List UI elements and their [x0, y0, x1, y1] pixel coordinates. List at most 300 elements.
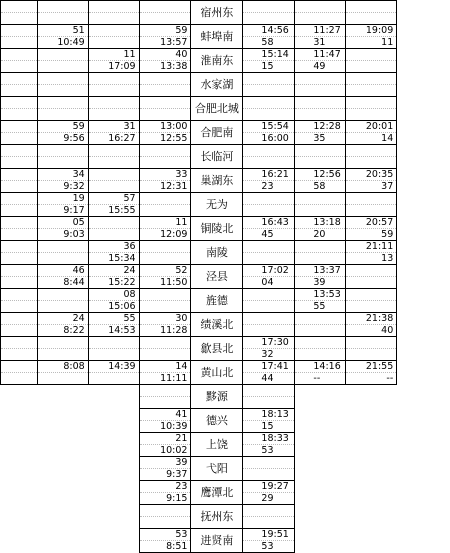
station-name: 进贤南 — [191, 529, 243, 553]
departure-time: 9:03 — [63, 229, 85, 240]
time-cell — [139, 97, 191, 121]
departure-time — [38, 349, 88, 360]
time-cell — [243, 337, 295, 361]
arrival-time: 21 — [140, 433, 191, 445]
arrival-time — [1, 361, 37, 373]
departure-time — [38, 157, 88, 168]
table-row — [1, 409, 450, 433]
departure-time — [89, 349, 139, 360]
time-cell — [243, 145, 295, 169]
departure-time — [346, 349, 396, 360]
departure-time — [140, 301, 191, 312]
time-cell — [346, 361, 397, 385]
time-cell — [37, 145, 88, 169]
departure-time — [1, 85, 37, 96]
arrival-time — [1, 265, 37, 277]
time-cell — [243, 385, 295, 409]
time-cell — [139, 505, 191, 529]
departure-time — [346, 85, 396, 96]
empty-area — [346, 529, 397, 553]
time-cell — [139, 1, 191, 25]
departure-time — [140, 253, 191, 264]
empty-area — [346, 385, 397, 409]
time-cell — [243, 217, 295, 241]
arrival-time: 17:41 — [243, 361, 294, 373]
time-cell — [243, 289, 295, 313]
time-cell — [346, 289, 397, 313]
time-cell — [88, 337, 139, 361]
departure-time: 8:51 — [166, 541, 188, 552]
empty-area — [346, 457, 397, 481]
arrival-time: 14:16 — [295, 361, 345, 373]
arrival-time: 46 — [38, 265, 88, 277]
table-row — [1, 337, 450, 361]
empty-area — [1, 505, 38, 529]
departure-time — [346, 301, 396, 312]
station-name: 德兴 — [191, 409, 243, 433]
departure-time — [346, 61, 396, 72]
departure-time: 15:22 — [108, 277, 136, 288]
empty-area — [88, 457, 139, 481]
time-cell — [139, 385, 191, 409]
arrival-time: 33 — [140, 169, 191, 181]
station-name: 长临河 — [191, 145, 243, 169]
departure-time — [295, 85, 345, 96]
arrival-time: 11 — [89, 49, 139, 61]
arrival-time: 24 — [89, 265, 139, 277]
departure-time: 9:15 — [166, 493, 188, 504]
time-cell — [243, 433, 295, 457]
arrival-time — [243, 1, 294, 13]
empty-area — [37, 385, 88, 409]
arrival-time — [1, 313, 37, 325]
station-name: 巢湖东 — [191, 169, 243, 193]
time-cell — [88, 145, 139, 169]
arrival-time — [1, 169, 37, 181]
time-cell — [139, 145, 191, 169]
time-cell — [243, 49, 295, 73]
departure-time — [243, 397, 294, 408]
time-cell — [37, 313, 88, 337]
arrival-time — [346, 145, 396, 157]
departure-time — [295, 349, 345, 360]
arrival-time — [295, 193, 345, 205]
arrival-time: 21:11 — [346, 241, 396, 253]
arrival-time: 31 — [89, 121, 139, 133]
table-row — [1, 529, 450, 553]
time-cell — [139, 361, 191, 385]
departure-time: 20 — [313, 229, 326, 240]
table-row — [1, 361, 450, 385]
time-cell — [243, 457, 295, 481]
time-cell — [88, 1, 139, 25]
departure-time: 13 — [381, 253, 394, 264]
arrival-time — [1, 1, 37, 13]
arrival-time — [1, 25, 37, 37]
time-cell — [295, 289, 346, 313]
departure-time: 9:32 — [63, 181, 85, 192]
arrival-time — [1, 217, 37, 229]
arrival-time: 14:56 — [243, 25, 294, 37]
time-cell — [88, 265, 139, 289]
table-row — [1, 193, 450, 217]
arrival-time: 13:53 — [295, 289, 345, 301]
time-cell — [37, 265, 88, 289]
time-cell — [295, 121, 346, 145]
arrival-time — [295, 145, 345, 157]
empty-area — [1, 457, 38, 481]
time-cell — [139, 433, 191, 457]
table-row — [1, 313, 450, 337]
arrival-time: 59 — [140, 25, 191, 37]
arrival-time: 39 — [140, 457, 191, 469]
time-cell — [37, 121, 88, 145]
departure-time — [295, 253, 345, 264]
arrival-time — [243, 457, 294, 469]
arrival-time: 05 — [38, 217, 88, 229]
time-cell — [88, 97, 139, 121]
departure-time — [89, 157, 139, 168]
empty-area — [1, 481, 38, 505]
time-cell — [139, 529, 191, 553]
empty-area — [346, 505, 397, 529]
departure-time — [346, 205, 396, 216]
time-cell — [139, 193, 191, 217]
time-cell — [139, 25, 191, 49]
time-cell — [139, 73, 191, 97]
time-cell — [295, 169, 346, 193]
arrival-time: 18:13 — [243, 409, 294, 421]
departure-time: 9:56 — [63, 133, 85, 144]
arrival-time: 16:21 — [243, 169, 294, 181]
departure-time: 9:37 — [166, 469, 188, 480]
table-row — [1, 1, 450, 25]
departure-time — [38, 61, 88, 72]
departure-time: 15 — [261, 421, 274, 432]
departure-time: 12:55 — [160, 133, 188, 144]
departure-time — [38, 301, 88, 312]
time-cell — [243, 193, 295, 217]
arrival-time — [89, 73, 139, 85]
departure-time: 04 — [261, 277, 274, 288]
time-cell — [346, 25, 397, 49]
empty-area — [346, 481, 397, 505]
station-name: 水家湖 — [191, 73, 243, 97]
arrival-time: 52 — [140, 265, 191, 277]
time-cell — [37, 193, 88, 217]
arrival-time — [295, 73, 345, 85]
arrival-time: 15:14 — [243, 49, 294, 61]
time-cell — [88, 73, 139, 97]
arrival-time: 21:55 — [346, 361, 396, 373]
arrival-time: 20:57 — [346, 217, 396, 229]
time-cell — [139, 49, 191, 73]
time-cell — [37, 25, 88, 49]
departure-time: 15:55 — [108, 205, 136, 216]
arrival-time: 24 — [38, 313, 88, 325]
arrival-time: 19:09 — [346, 25, 396, 37]
time-cell — [37, 289, 88, 313]
arrival-time: 15:54 — [243, 121, 294, 133]
arrival-time: 19 — [38, 193, 88, 205]
table-row — [1, 49, 450, 73]
station-name: 黟源 — [191, 385, 243, 409]
time-cell — [346, 193, 397, 217]
time-cell — [295, 241, 346, 265]
departure-time — [1, 13, 37, 24]
station-name: 弋阳 — [191, 457, 243, 481]
time-cell — [243, 505, 295, 529]
departure-time — [295, 109, 345, 120]
arrival-time — [140, 289, 191, 301]
departure-time — [295, 157, 345, 168]
arrival-time — [1, 337, 37, 349]
time-cell — [139, 265, 191, 289]
arrival-time — [38, 145, 88, 157]
time-cell — [243, 1, 295, 25]
departure-time: 15 — [261, 61, 274, 72]
arrival-time: 12:56 — [295, 169, 345, 181]
table-row — [1, 25, 450, 49]
departure-time — [89, 37, 139, 48]
departure-time — [243, 325, 294, 336]
arrival-time: 12:28 — [295, 121, 345, 133]
arrival-time: 57 — [89, 193, 139, 205]
arrival-time — [346, 193, 396, 205]
time-cell — [88, 25, 139, 49]
departure-time — [140, 109, 191, 120]
arrival-time — [243, 385, 294, 397]
arrival-time: 14 — [140, 361, 191, 373]
arrival-time: 23 — [140, 481, 191, 493]
departure-time: 23 — [261, 181, 274, 192]
empty-area — [295, 505, 346, 529]
arrival-time — [89, 97, 139, 109]
time-cell — [37, 73, 88, 97]
time-cell — [346, 313, 397, 337]
time-cell — [139, 169, 191, 193]
empty-area — [295, 409, 346, 433]
time-cell — [295, 265, 346, 289]
arrival-time: 14:39 — [89, 361, 139, 373]
arrival-time: 53 — [140, 529, 191, 541]
departure-time — [38, 373, 88, 384]
departure-time: 45 — [261, 229, 274, 240]
departure-time: 39 — [313, 277, 326, 288]
empty-area — [295, 529, 346, 553]
arrival-time: 41 — [140, 409, 191, 421]
empty-area — [1, 529, 38, 553]
time-cell — [346, 265, 397, 289]
time-cell — [346, 49, 397, 73]
time-cell — [295, 337, 346, 361]
arrival-time: 34 — [38, 169, 88, 181]
departure-time — [243, 253, 294, 264]
empty-area — [1, 433, 38, 457]
departure-time: 10:02 — [160, 445, 188, 456]
departure-time: 15:06 — [108, 301, 136, 312]
table-row — [1, 217, 450, 241]
departure-time — [1, 349, 37, 360]
arrival-time: 8:08 — [38, 361, 88, 373]
arrival-time — [38, 49, 88, 61]
arrival-time — [89, 169, 139, 181]
departure-time: 53 — [261, 445, 274, 456]
time-cell — [139, 289, 191, 313]
arrival-time — [140, 385, 191, 397]
departure-time: -- — [313, 373, 321, 384]
time-cell — [1, 121, 38, 145]
empty-area — [1, 385, 38, 409]
arrival-time — [140, 1, 191, 13]
time-cell — [88, 313, 139, 337]
departure-time — [140, 157, 191, 168]
departure-time — [243, 85, 294, 96]
time-cell — [243, 481, 295, 505]
time-cell — [37, 97, 88, 121]
time-cell — [88, 241, 139, 265]
departure-time — [89, 109, 139, 120]
arrival-time — [38, 289, 88, 301]
arrival-time — [140, 193, 191, 205]
departure-time: 35 — [313, 133, 326, 144]
time-cell — [37, 1, 88, 25]
departure-time — [1, 181, 37, 192]
arrival-time — [1, 241, 37, 253]
arrival-time — [295, 97, 345, 109]
departure-time — [295, 205, 345, 216]
arrival-time — [38, 1, 88, 13]
departure-time — [243, 469, 294, 480]
departure-time — [89, 229, 139, 240]
table-row — [1, 265, 450, 289]
table-row — [1, 97, 450, 121]
arrival-time: 59 — [38, 121, 88, 133]
departure-time — [243, 301, 294, 312]
departure-time — [1, 133, 37, 144]
arrival-time — [1, 49, 37, 61]
time-cell — [346, 73, 397, 97]
departure-time: 58 — [261, 37, 274, 48]
time-cell — [295, 313, 346, 337]
empty-area — [37, 409, 88, 433]
time-cell — [139, 313, 191, 337]
arrival-time — [1, 97, 37, 109]
departure-time: 11:11 — [160, 373, 188, 384]
table-row — [1, 241, 450, 265]
table-row — [1, 145, 450, 169]
arrival-time — [140, 505, 191, 517]
departure-time — [346, 109, 396, 120]
departure-time: 10:39 — [160, 421, 188, 432]
arrival-time — [38, 337, 88, 349]
departure-time: 8:44 — [63, 277, 85, 288]
arrival-time — [1, 289, 37, 301]
departure-time — [89, 13, 139, 24]
station-name: 抚州东 — [191, 505, 243, 529]
table-row — [1, 121, 450, 145]
time-cell — [88, 121, 139, 145]
time-cell — [88, 169, 139, 193]
empty-area — [37, 457, 88, 481]
arrival-time — [140, 241, 191, 253]
arrival-time — [243, 193, 294, 205]
departure-time: 37 — [381, 181, 394, 192]
empty-area — [295, 481, 346, 505]
time-cell — [243, 265, 295, 289]
table-row — [1, 433, 450, 457]
empty-area — [37, 433, 88, 457]
departure-time — [243, 109, 294, 120]
station-name: 泾县 — [191, 265, 243, 289]
departure-time — [1, 61, 37, 72]
empty-area — [1, 409, 38, 433]
station-name: 合肥北城 — [191, 97, 243, 121]
time-cell — [295, 145, 346, 169]
departure-time — [1, 229, 37, 240]
time-cell — [1, 145, 38, 169]
time-cell — [346, 337, 397, 361]
time-cell — [243, 25, 295, 49]
time-cell — [243, 361, 295, 385]
time-cell — [88, 193, 139, 217]
time-cell — [1, 25, 38, 49]
time-cell — [1, 289, 38, 313]
departure-time — [1, 277, 37, 288]
departure-time — [38, 85, 88, 96]
time-cell — [139, 409, 191, 433]
time-cell — [37, 337, 88, 361]
time-cell — [1, 217, 38, 241]
time-cell — [139, 337, 191, 361]
table-row — [1, 73, 450, 97]
time-cell — [1, 49, 38, 73]
station-name: 无为 — [191, 193, 243, 217]
time-cell — [346, 121, 397, 145]
empty-area — [88, 409, 139, 433]
empty-area — [88, 505, 139, 529]
time-cell — [1, 265, 38, 289]
departure-time — [140, 205, 191, 216]
departure-time — [295, 13, 345, 24]
time-cell — [1, 361, 38, 385]
arrival-time — [38, 241, 88, 253]
table-row — [1, 505, 450, 529]
time-cell — [243, 313, 295, 337]
time-cell — [243, 97, 295, 121]
time-cell — [37, 241, 88, 265]
empty-area — [88, 529, 139, 553]
empty-area — [346, 433, 397, 457]
arrival-time: 18:33 — [243, 433, 294, 445]
departure-time — [89, 373, 139, 384]
station-name: 铜陵北 — [191, 217, 243, 241]
arrival-time — [243, 289, 294, 301]
arrival-time — [295, 313, 345, 325]
time-cell — [1, 337, 38, 361]
empty-area — [88, 481, 139, 505]
time-cell — [295, 217, 346, 241]
departure-time: 40 — [381, 325, 394, 336]
station-name: 合肥南 — [191, 121, 243, 145]
arrival-time — [89, 1, 139, 13]
departure-time — [140, 13, 191, 24]
time-cell — [139, 481, 191, 505]
departure-time: 13:57 — [160, 37, 188, 48]
arrival-time — [243, 313, 294, 325]
departure-time: 49 — [313, 61, 326, 72]
arrival-time: 17:02 — [243, 265, 294, 277]
